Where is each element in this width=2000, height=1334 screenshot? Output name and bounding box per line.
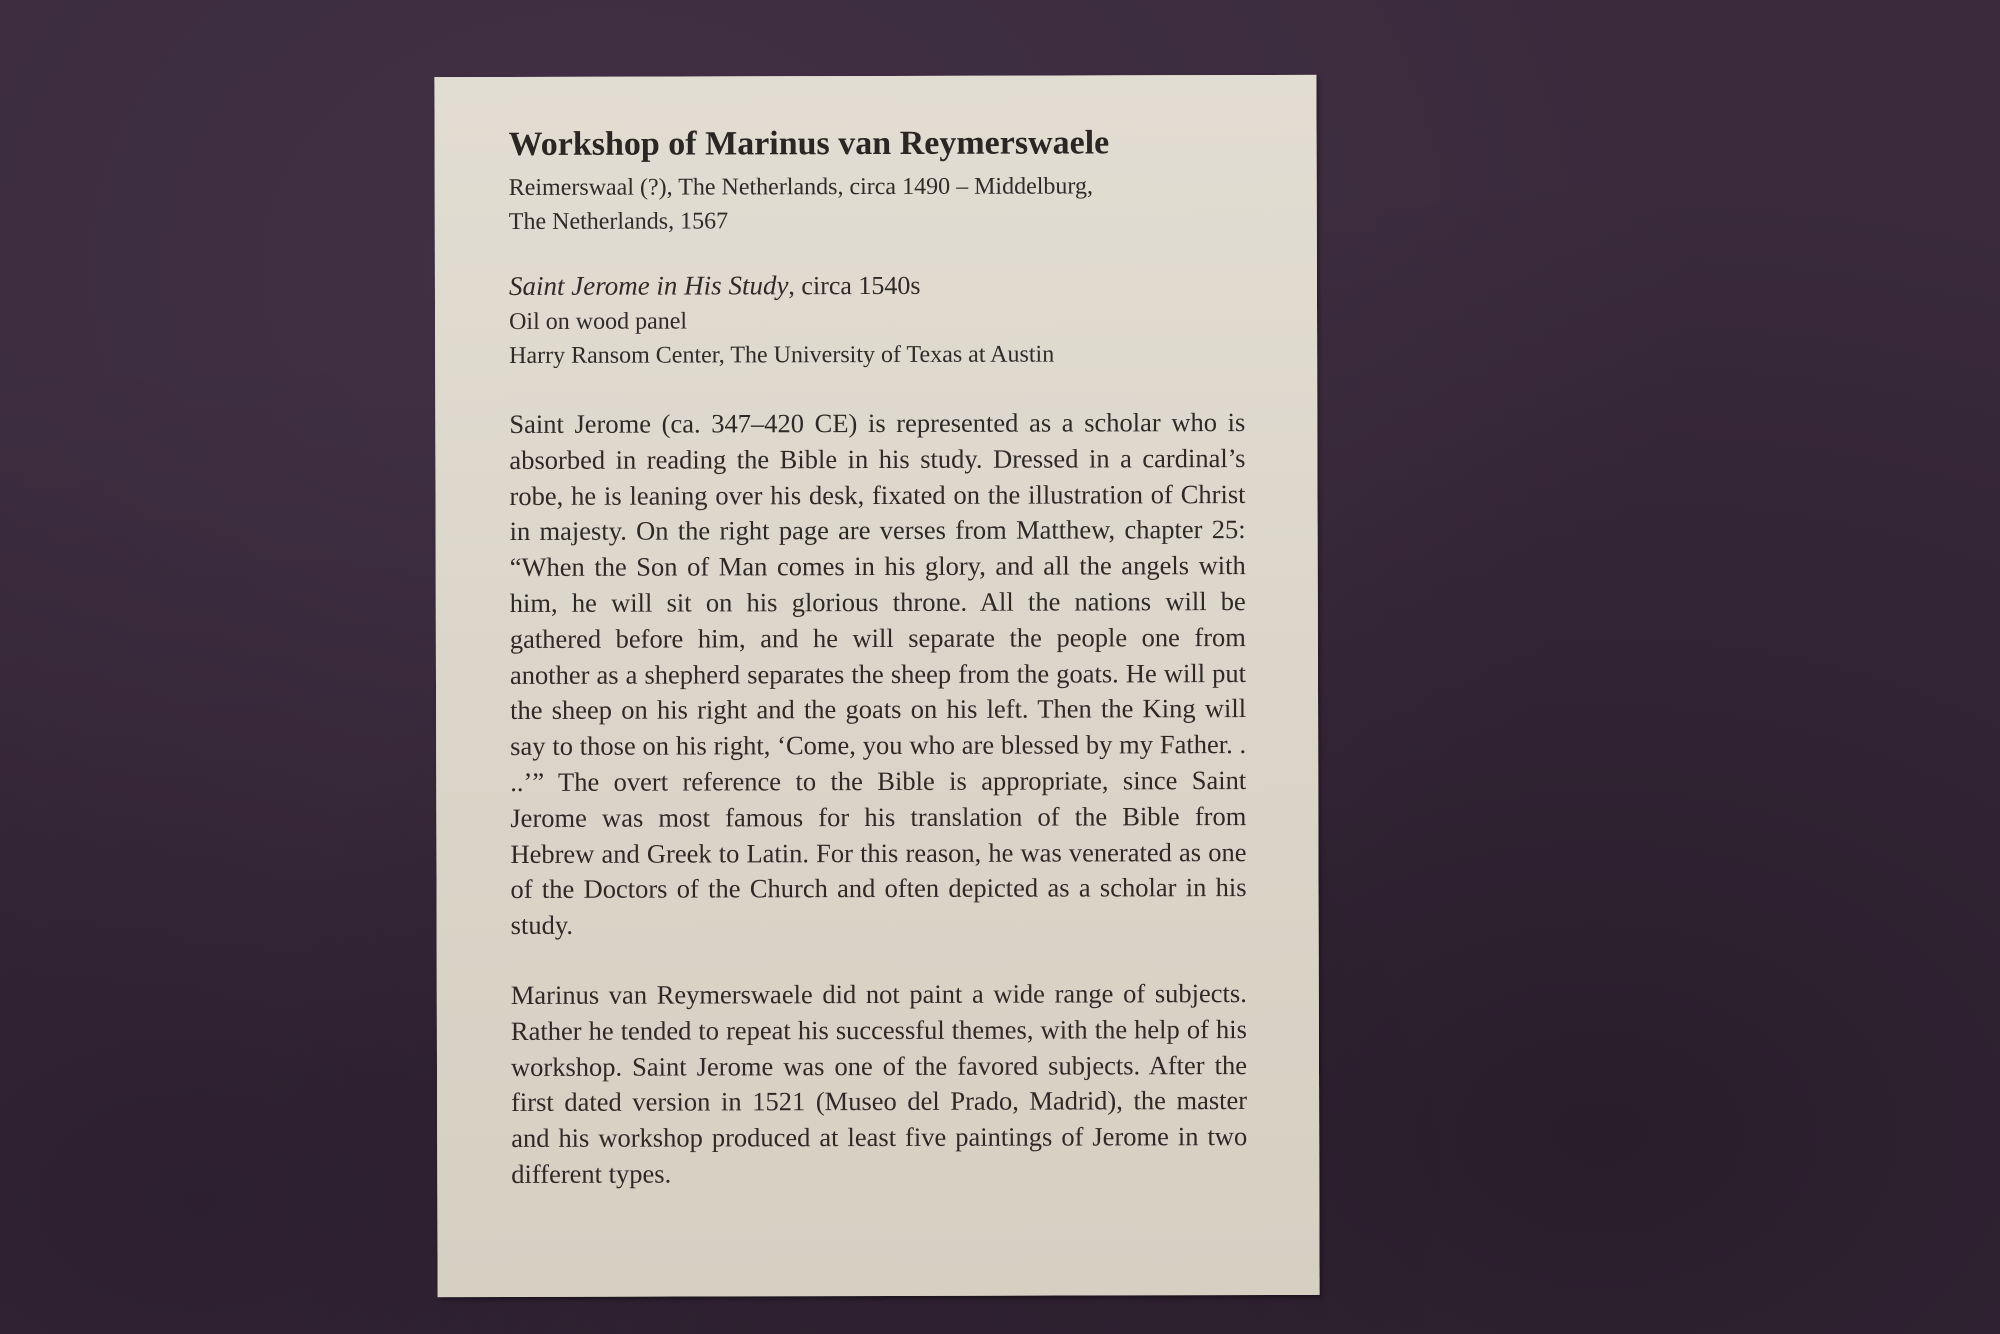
artwork-credit: Harry Ransom Center, The University of Texas at Austin (509, 341, 1055, 369)
description-paragraph-1: Saint Jerome (ca. 347–420 CE) is represented as a scholar who is absorbed in reading the Bible in his study. Dressed in a cardinal’s robe, he is leaning over his desk, fixated on the illustration of Christ in majesty. On the right page are verses from Matthew, chapter 25: “When the Son of Man comes in his glory, and all the angels with him, he will sit on his glorious throne. All the nations will be gathered before him, and he will separate the people one from another as a shepherd separates the sheep from the goats. He will put the sheep on his right and the goats on his left. Then the King will say to those on his right, ‘Come, you who are blessed by my Father. . ..’” The overt reference to the Bible is appropriate, since Saint Jerome was most famous for his translation of the Bible from Hebrew and Greek to Latin. For this reason, he was venerated as one of the Doctors of the Church and often depicted as a scholar in his study. (509, 407, 1247, 941)
artwork-title-line (509, 267, 1245, 305)
museum-label-card (434, 75, 1319, 1297)
label-content (509, 123, 1248, 1193)
artwork-date: , circa 1540s (788, 270, 921, 301)
artist-life-dates (509, 169, 1149, 239)
description-paragraph-2: Marinus van Reymerswaele did not paint a wide range of subjects. Rather he tended to repeat his successful themes, with the help of his workshop. Saint Jerome was one of the favored subjects. After the first dated version in 1521 (Museo del Prado, Madrid), the master and his workshop produced at least five paintings of Jerome in two different types. (510, 977, 1248, 1189)
artwork-info (509, 267, 1245, 373)
artwork-medium: Oil on wood panel (509, 308, 688, 335)
artist-name: Workshop of Marinus van Reymerswaele (508, 124, 1110, 163)
artwork-title: Saint Jerome in His Study (508, 270, 789, 301)
artist-life-line-1: Reimerswaal (?), The Netherlands, circa 1490 – Middelburg, (508, 173, 1093, 201)
artist-life-line-2: The Netherlands, 1567 (508, 208, 729, 235)
